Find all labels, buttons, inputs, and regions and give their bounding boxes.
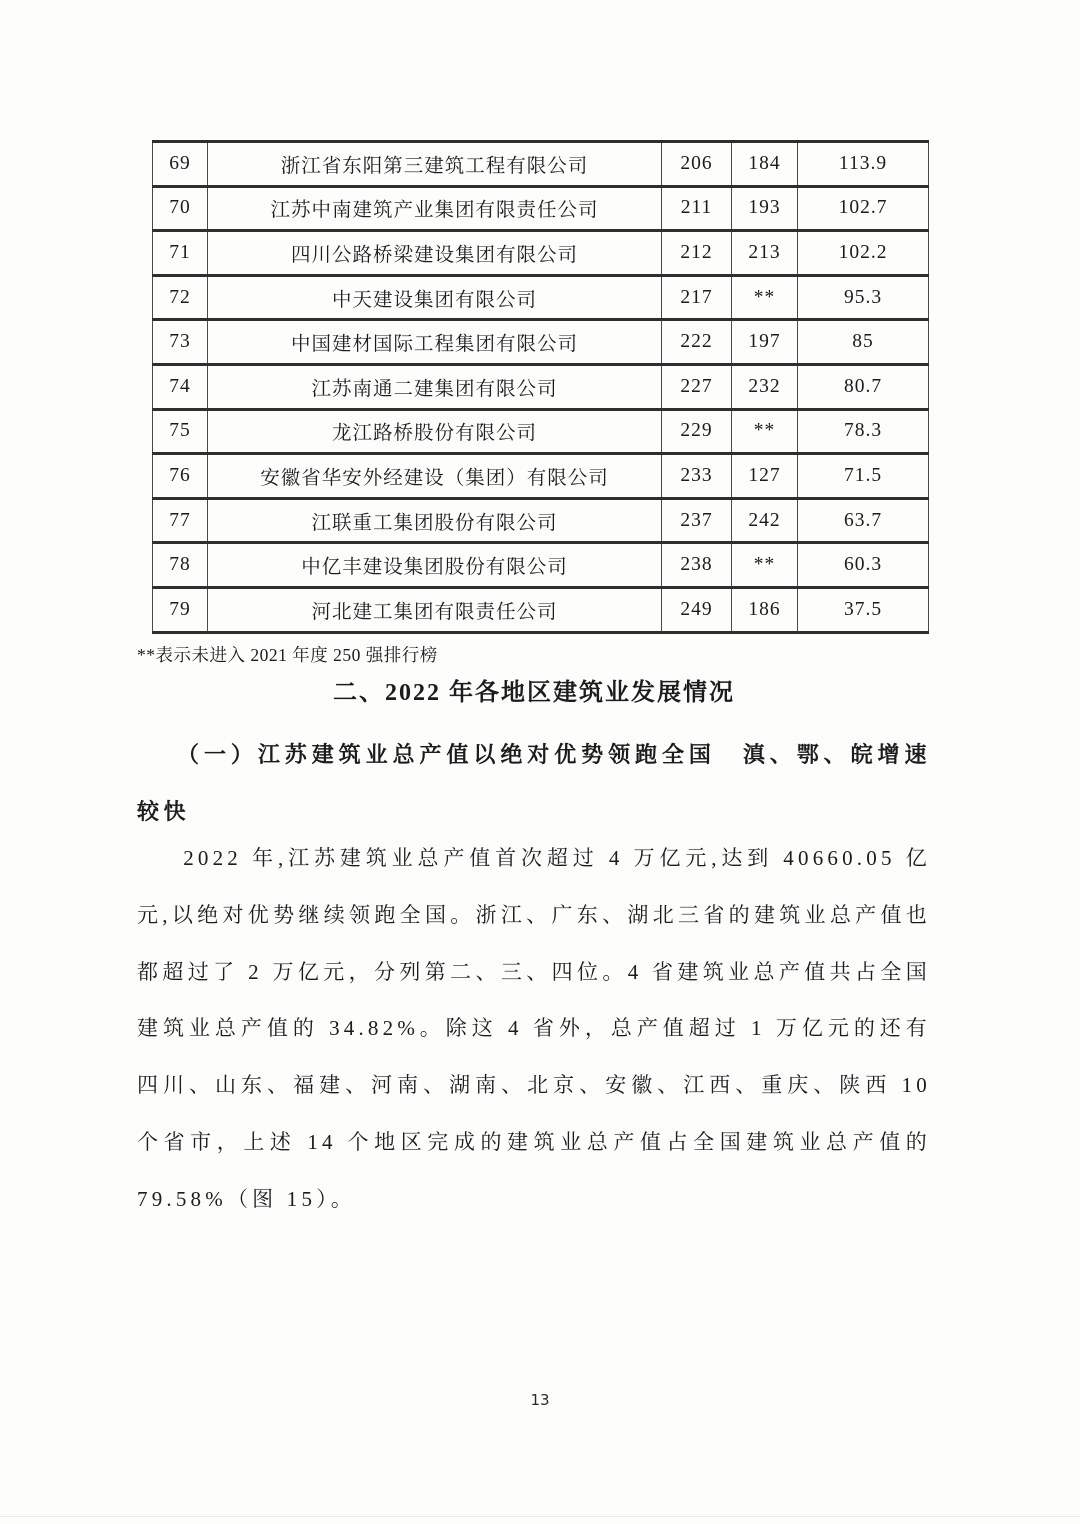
cell-company-name: 江苏南通二建集团有限公司	[208, 364, 662, 409]
table-row	[153, 587, 929, 632]
cell-value1: 237	[662, 498, 732, 543]
cell-rank: 79	[153, 587, 208, 632]
cell-rank: 74	[153, 364, 208, 409]
cell-value1: 229	[662, 409, 732, 454]
section-heading: 二、2022 年各地区建筑业发展情况	[333, 680, 735, 706]
cell-company-name: 中亿丰建设集团股份有限公司	[208, 543, 662, 588]
cell-value2: **	[732, 275, 798, 320]
cell-company-name: 中天建设集团有限公司	[208, 275, 662, 320]
table-footnote: **表示未进入 2021 年度 250 强排行榜	[137, 645, 438, 665]
cell-value3: 102.7	[798, 186, 929, 231]
cell-value2: 193	[732, 186, 798, 231]
cell-rank: 76	[153, 454, 208, 499]
body-paragraph: 2022 年,江苏建筑业总产值首次超过 4 万亿元,达到 40660.05 亿元,以绝对优势继续领跑全国。浙江、广东、湖北三省的建筑业总产值也都超过了 2 万亿元，分列第二、三、四位。4 省建筑业总产值共占全国建筑业总产值的 34.82%。除这 4 省外，总产值超过 1 万亿元的还有四川、山东、福建、河南、湖南、北京、安徽、江西、重庆、陕西 10 个省市，上述 14 个地区完成的建筑业总产值占全国建筑业总产值的 79.58%（图 15）。	[137, 846, 931, 1211]
cell-value3: 113.9	[798, 142, 929, 187]
cell-value2: 232	[732, 364, 798, 409]
cell-company-name: 江联重工集团股份有限公司	[208, 498, 662, 543]
table-row	[153, 186, 929, 231]
cell-value1: 249	[662, 587, 732, 632]
table-row	[153, 320, 929, 365]
cell-rank: 71	[153, 231, 208, 276]
cell-value3: 60.3	[798, 543, 929, 588]
cell-value2: 242	[732, 498, 798, 543]
cell-rank: 69	[153, 142, 208, 187]
cell-value1: 227	[662, 364, 732, 409]
page-number: 13	[530, 1391, 550, 1409]
cell-company-name: 中国建材国际工程集团有限公司	[208, 320, 662, 365]
ranking-table	[152, 140, 929, 634]
cell-value3: 80.7	[798, 364, 929, 409]
cell-value2: **	[732, 543, 798, 588]
cell-company-name: 河北建工集团有限责任公司	[208, 587, 662, 632]
cell-value1: 233	[662, 454, 732, 499]
cell-value2: 197	[732, 320, 798, 365]
cell-value1: 217	[662, 275, 732, 320]
table-row	[153, 409, 929, 454]
cell-value2: 184	[732, 142, 798, 187]
cell-company-name: 浙江省东阳第三建筑工程有限公司	[208, 142, 662, 187]
cell-value2: 127	[732, 454, 798, 499]
cell-rank: 75	[153, 409, 208, 454]
cell-value3: 85	[798, 320, 929, 365]
cell-company-name: 安徽省华安外经建设（集团）有限公司	[208, 454, 662, 499]
subsection-heading: （一）江苏建筑业总产值以绝对优势领跑全国 滇、鄂、皖增速较快	[137, 742, 931, 824]
cell-rank: 78	[153, 543, 208, 588]
cell-rank: 77	[153, 498, 208, 543]
cell-value3: 102.2	[798, 231, 929, 276]
table-row	[153, 364, 929, 409]
cell-value3: 78.3	[798, 409, 929, 454]
table-row	[153, 231, 929, 276]
cell-value3: 71.5	[798, 454, 929, 499]
cell-value2: 213	[732, 231, 798, 276]
cell-value3: 37.5	[798, 587, 929, 632]
table-row	[153, 275, 929, 320]
cell-value3: 95.3	[798, 275, 929, 320]
cell-rank: 73	[153, 320, 208, 365]
table-row	[153, 454, 929, 499]
table-row	[153, 498, 929, 543]
cell-value2: 186	[732, 587, 798, 632]
cell-value1: 212	[662, 231, 732, 276]
cell-value2: **	[732, 409, 798, 454]
cell-company-name: 龙江路桥股份有限公司	[208, 409, 662, 454]
cell-value1: 211	[662, 186, 732, 231]
table-row	[153, 543, 929, 588]
cell-rank: 70	[153, 186, 208, 231]
cell-value1: 238	[662, 543, 732, 588]
cell-value1: 206	[662, 142, 732, 187]
cell-company-name: 四川公路桥梁建设集团有限公司	[208, 231, 662, 276]
cell-rank: 72	[153, 275, 208, 320]
cell-company-name: 江苏中南建筑产业集团有限责任公司	[208, 186, 662, 231]
scan-edge-artifact	[0, 1516, 1080, 1517]
cell-value3: 63.7	[798, 498, 929, 543]
table-row	[153, 142, 929, 187]
cell-value1: 222	[662, 320, 732, 365]
ranking-table-body	[153, 142, 929, 633]
